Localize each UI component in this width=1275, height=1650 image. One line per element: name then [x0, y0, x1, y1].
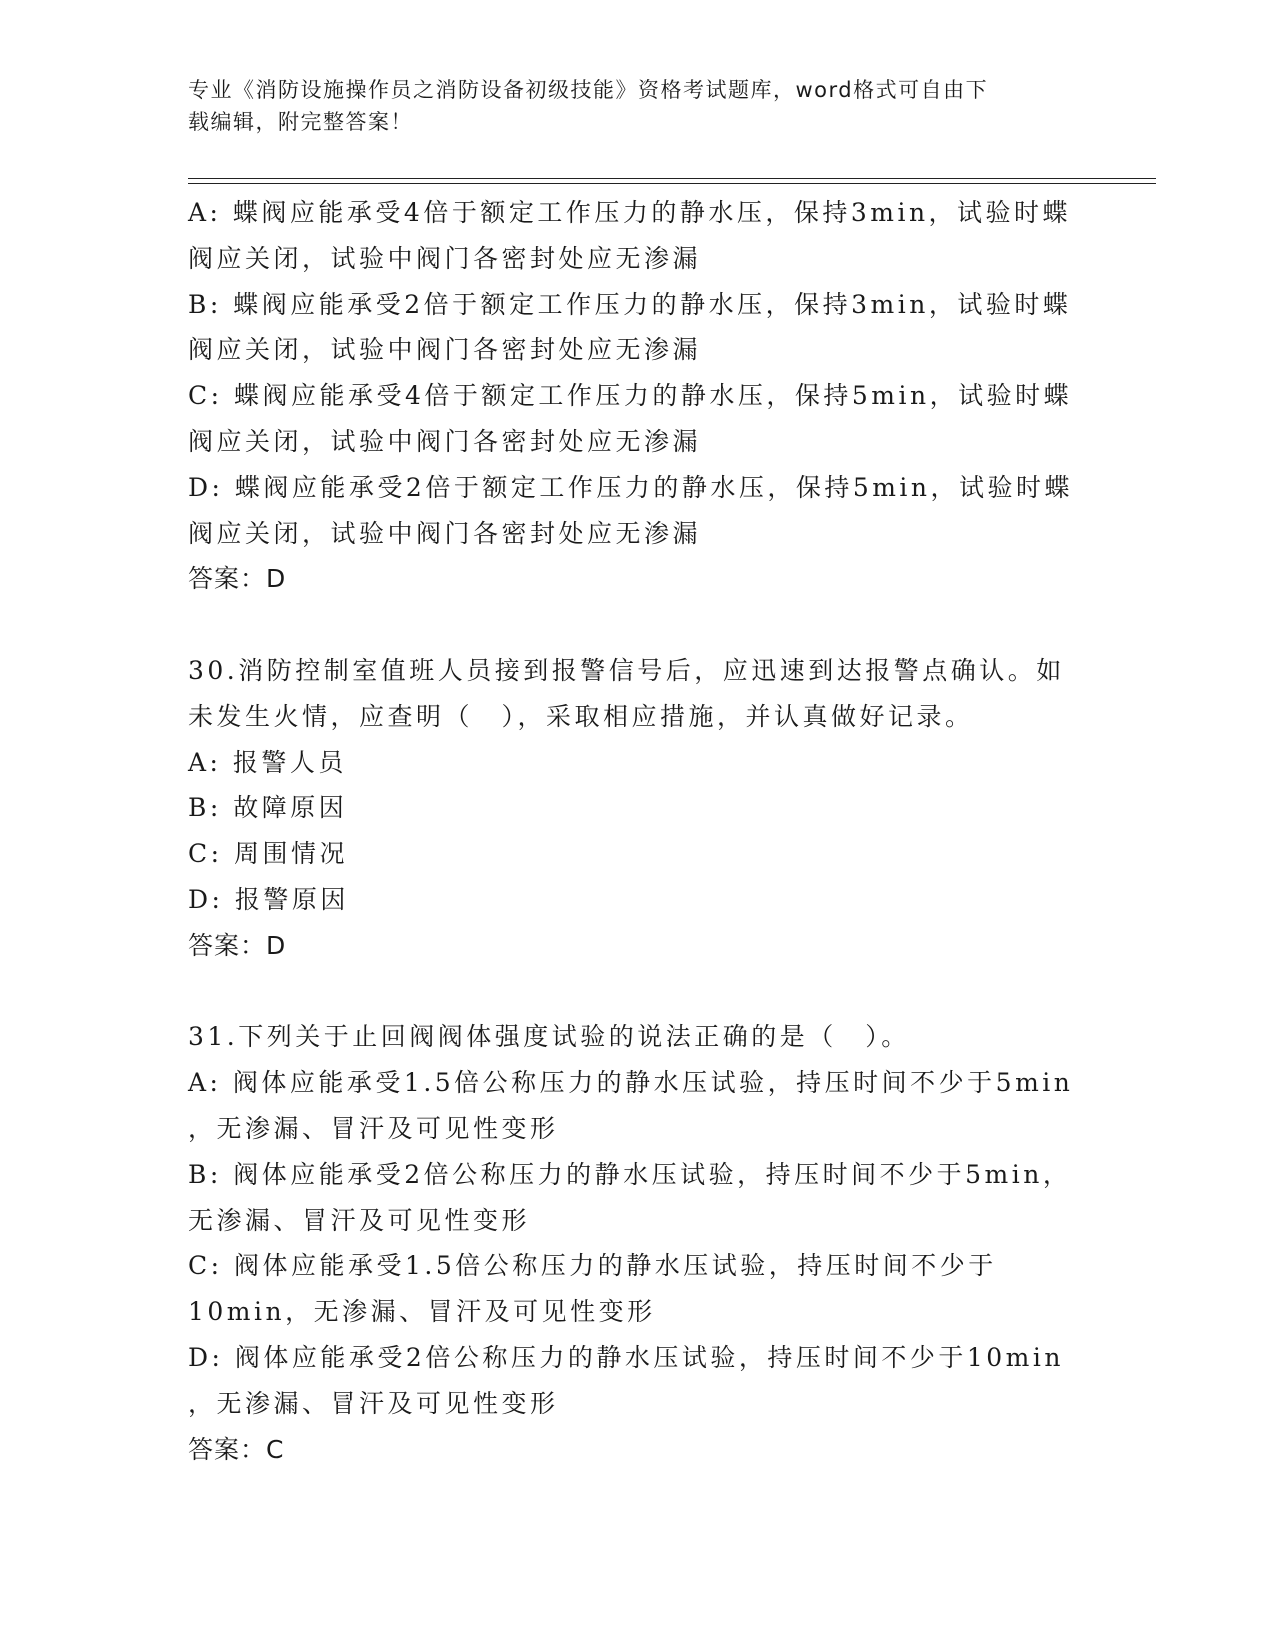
spacer	[188, 969, 1088, 1015]
q30-option-a: A: 报警人员	[188, 747, 347, 777]
q29-answer: 答案：D	[188, 564, 287, 594]
q29-option-a-line-1: A: 蝶阀应能承受4倍于额定工作压力的静水压，保持3min，试验时蝶	[188, 198, 1072, 227]
header-divider-top	[188, 178, 1156, 179]
question-list	[188, 190, 1088, 1472]
q30-option-b: B: 故障原因	[188, 793, 348, 823]
q29-option-b-line-1: B: 蝶阀应能承受2倍于额定工作压力的静水压，保持3min，试验时蝶	[188, 289, 1072, 319]
q30-option-c: C: 周围情况	[188, 839, 348, 869]
q29-option-d-line-1: D: 蝶阀应能承受2倍于额定工作压力的静水压，保持5min，试验时蝶	[188, 472, 1074, 502]
q29-option-b-line-2: 阀应关闭，试验中阀门各密封处应无渗漏	[188, 335, 702, 365]
q29-option-c-line-2: 阀应关闭，试验中阀门各密封处应无渗漏	[188, 426, 702, 456]
q31-option-d-line-1: D: 阀体应能承受2倍公称压力的静水压试验，持压时间不少于10min	[188, 1342, 1064, 1372]
q31-option-b-line-2: 无渗漏、冒汗及可见性变形	[188, 1205, 531, 1235]
q31-answer: 答案：C	[188, 1434, 285, 1464]
q30-option-d: D: 报警原因	[188, 884, 349, 914]
q31-option-a-line-2: ，无渗漏、冒汗及可见性变形	[188, 1113, 559, 1143]
q31-option-b-line-1: B: 阀体应能承受2倍公称压力的静水压试验，持压时间不少于5min，	[188, 1159, 1072, 1189]
question-30	[188, 648, 1088, 969]
q31-option-c-line-1: C: 阀体应能承受1.5倍公称压力的静水压试验，持压时间不少于	[188, 1251, 997, 1281]
header-line-1: 专业《消防设施操作员之消防设备初级技能》资格考试题库，word格式可自由下	[188, 78, 989, 102]
question-29	[188, 190, 1088, 602]
q29-option-a-line-2: 阀应关闭，试验中阀门各密封处应无渗漏	[188, 243, 702, 273]
q30-question-line-2: 未发生火情，应查明（ ），采取相应措施，并认真做好记录。	[188, 701, 974, 731]
q31-option-d-line-2: ，无渗漏、冒汗及可见性变形	[188, 1388, 559, 1418]
spacer	[188, 602, 1088, 648]
q31-question-line-1: 31.下列关于止回阀阀体强度试验的说法正确的是（ ）。	[188, 1022, 910, 1052]
document-header	[188, 74, 1088, 138]
question-31	[188, 1014, 1088, 1472]
q29-option-d-line-2: 阀应关闭，试验中阀门各密封处应无渗漏	[188, 518, 702, 548]
q31-option-a-line-1: A: 阀体应能承受1.5倍公称压力的静水压试验，持压时间不少于5min	[188, 1068, 1074, 1098]
q30-question-line-1: 30.消防控制室值班人员接到报警信号后，应迅速到达报警点确认。如	[188, 655, 1065, 685]
header-line-2: 载编辑，附完整答案！	[188, 110, 413, 134]
header-divider-bottom	[188, 183, 1156, 184]
q31-option-c-line-2: 10min，无渗漏、冒汗及可见性变形	[188, 1297, 656, 1327]
q29-option-c-line-1: C: 蝶阀应能承受4倍于额定工作压力的静水压，保持5min，试验时蝶	[188, 381, 1073, 411]
q30-answer: 答案：D	[188, 930, 287, 960]
